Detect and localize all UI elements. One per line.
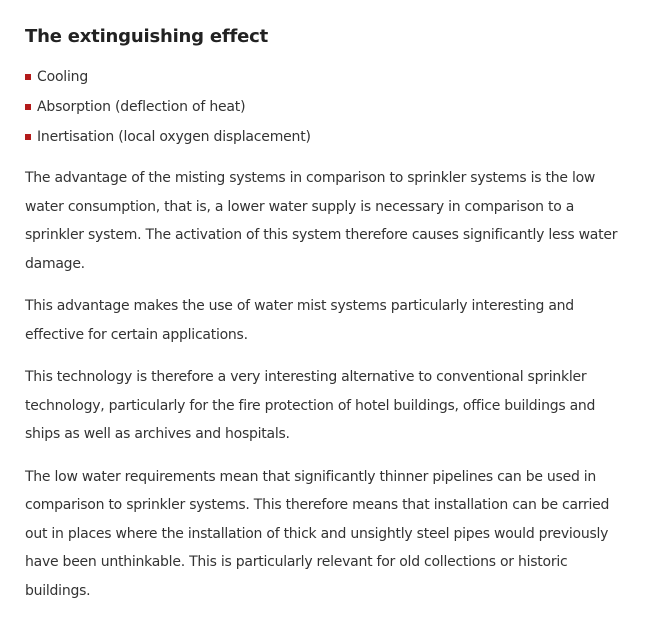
paragraph-applications: This advantage makes the use of water mist systems particularly interesting and effective for certain applications. [25,298,574,343]
list-item-text: Cooling [37,69,89,85]
list-item [25,92,625,122]
square-bullet-icon [25,134,31,140]
square-bullet-icon [25,104,31,110]
paragraph-alternative: This technology is therefore a very interesting alternative to conventional sprinkler technology, particularly for the fire protection of hotel buildings, office buildings and ships as well as archives and hospitals. [25,369,596,442]
list-item-text: Inertisation (local oxygen displacement) [37,129,311,145]
paragraph-pipelines: The low water requirements mean that significantly thinner pipelines can be used in comparison to sprinkler systems. This therefore means that installation can be carried out in places where the installation of thick and unsightly steel pipes would previously have been unthinkable. This is particularly relevant for old collections or historic buildings. [25,468,610,599]
effects-list [25,62,625,152]
paragraph-advantage: The advantage of the misting systems in comparison to sprinkler systems is the low water consumption, that is, a lower water supply is necessary in comparison to a sprinkler system. The activation of this system therefore causes significantly less water damage. [25,170,618,272]
list-item [25,122,625,152]
list-item [25,62,625,92]
square-bullet-icon [25,74,31,80]
list-item-text: Absorption (deflection of heat) [37,99,246,115]
section-heading: The extinguishing effect [25,26,269,47]
article-content [25,22,625,619]
